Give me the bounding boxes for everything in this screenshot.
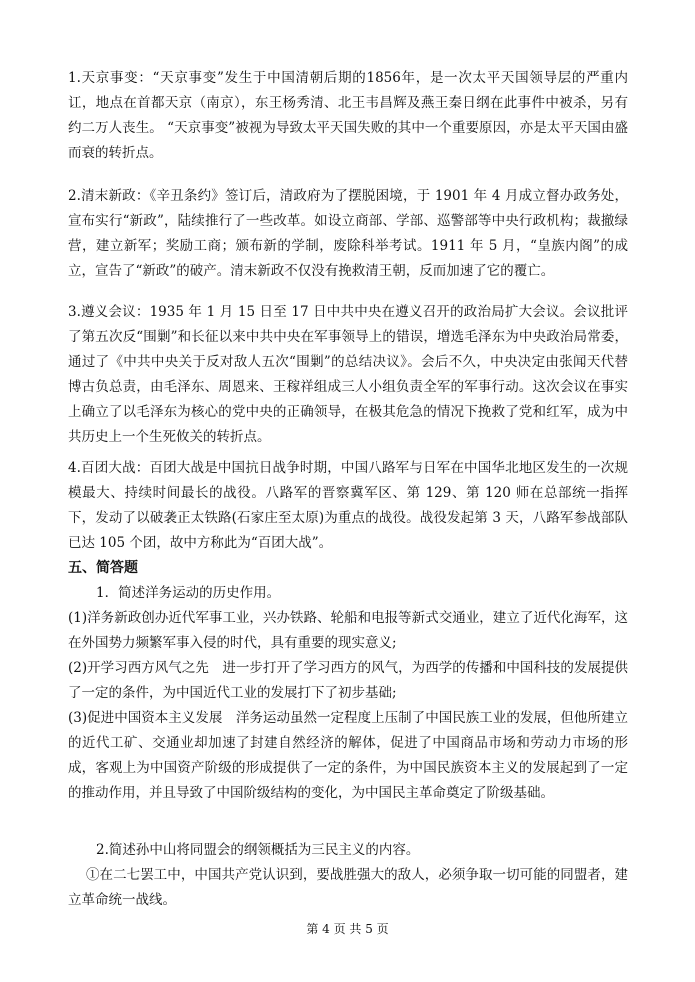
- question-title: 2.简述孙中山将同盟会的纲领概括为三民主义的内容。: [96, 842, 420, 858]
- term-paragraph: 2.清末新政：《辛丑条约》签订后，清政府为了摆脱困境，于 1901 年 4 月成立督办政务处，宣布实行“新政”，陆续推行了一些改革。如设立商部、学部、巡警部等中央行政机构；裁撤绿营，建立新军；奖励工商；颁布新的学制，废除科举考试。1911 年 5 月，“皇族内阁”的成立，宣告了“新政”的破产。清末新政不仅没有挽救清王朝，反而加速了它的覆亡。: [68, 188, 628, 279]
- term-paragraph: 1.天京事变：“天京事变”发生于中国清朝后期的1856年，是一次太平天国领导层的严重内讧，地点在首都天京（南京），东王杨秀清、北王韦昌辉及燕王秦日纲在此事件中被杀，另有约二万人丧生。 “天京事变”被视为导致太平天国失败的其中一个重要原因，亦是太平天国由盛而衰的转折点。: [68, 70, 628, 161]
- term-paragraph: 4.百团大战：百团大战是中国抗日战争时期，中国八路军与日军在中国华北地区发生的一次规模最大、持续时间最长的战役。八路军的晋察冀军区、第 129、第 120 师在总部统一指挥下，发动了以破袭正太铁路(石家庄至太原)为重点的战役。战役发起第 3 天，八路军参战部队已达 105 个团，故中方称此为“百团大战”。: [68, 460, 628, 551]
- term-hundred-regiments: [68, 456, 628, 556]
- question-1: [68, 581, 628, 806]
- answer-point: (1)洋务新政创办近代军事工业，兴办铁路、轮船和电报等新式交通业，建立了近代化海军，这在外国势力频繁军事入侵的时代，具有重要的现实意义;: [68, 610, 628, 651]
- question-title: 1．简述洋务运动的历史作用。: [96, 585, 281, 601]
- answer-point: (3)促进中国资本主义发展 洋务运动虽然一定程度上压制了中国民族工业的发展，但他所建立的近代工矿、交通业却加速了封建自然经济的解体，促进了中国商品市场和劳动力市场的形成，客观上为中国资产阶级的形成提供了一定的条件，为中国民族资本主义的发展起到了一定的推动作用，并且导致了中国阶级结构的变化，为中国民主革命奠定了阶级基础。: [68, 710, 628, 801]
- answer-point: ①在二七罢工中，中国共产党认识到，要战胜强大的敌人，必须争取一切可能的同盟者，建立革命统一战线。: [68, 867, 628, 908]
- answer-point: (2)开学习西方风气之先 进一步打开了学习西方的风气，为西学的传播和中国科技的发展提供了一定的条件，为中国近代工业的发展打下了初步基础;: [68, 660, 628, 701]
- question-2: [68, 838, 628, 913]
- term-late-qing-reform: [68, 184, 628, 284]
- term-tianjing-incident: [68, 66, 628, 166]
- term-paragraph: 3.遵义会议：1935 年 1 月 15 日至 17 日中共中央在遵义召开的政治局扩大会议。会议批评了第五次反“围剿”和长征以来中共中央在军事领导上的错误，增选毛泽东为中央政治局常委，通过了《中共中央关于反对敌人五次“围剿”的总结决议》。会后不久，中央决定由张闻天代替博古负总责，由毛泽东、周恩来、王稼祥组成三人小组负责全军的军事行动。这次会议在事实上确立了以毛泽东为核心的党中央的正确领导，在极其危急的情况下挽救了党和红军，成为中共历史上一个生死攸关的转折点。: [68, 304, 628, 445]
- page-footer: 第 4 页 共 5 页: [306, 922, 389, 936]
- term-zunyi-conference: [68, 300, 628, 450]
- section-heading: 五、简答题: [68, 560, 138, 576]
